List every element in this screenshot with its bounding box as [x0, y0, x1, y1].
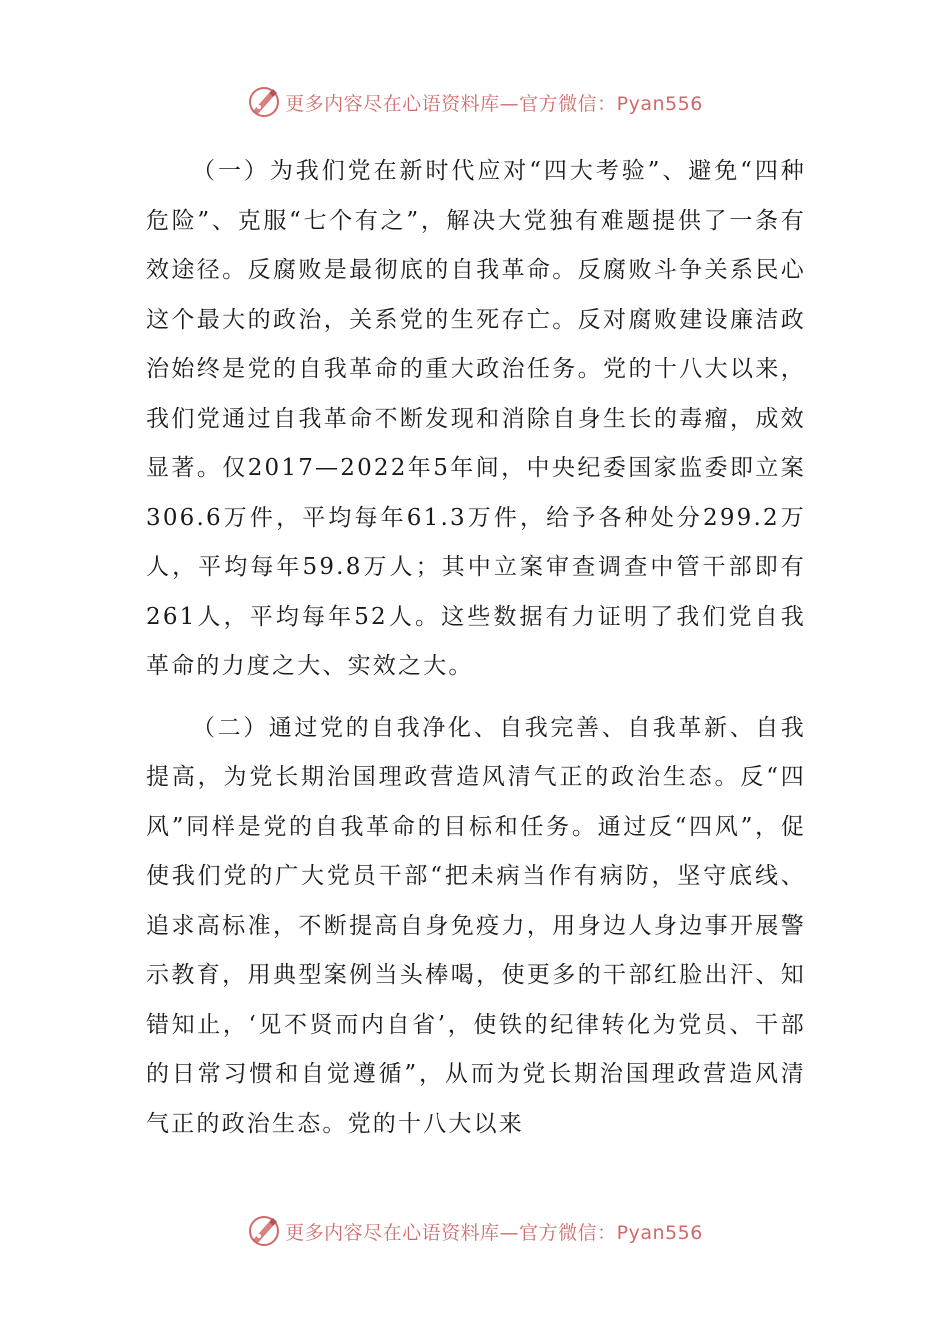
pen-logo-icon	[247, 85, 281, 119]
header-banner-text: 更多内容尽在心语资料库—官方微信：Pyan556	[285, 92, 703, 115]
footer-banner	[0, 1206, 950, 1256]
header-banner	[0, 77, 950, 127]
paragraph-2: （二）通过党的自我净化、自我完善、自我革新、自我提高，为党长期治国理政营造风清气正的政治生态。反“四风”同样是党的自我革命的目标和任务。通过反“四风”，促使我们党的广大党员干部“把未病当作有病防，坚守底线、追求高标准，不断提高自身免疫力，用身边人身边事开展警示教育，用典型案例当头棒喝，使更多的干部红脸出汗、知错知止，‘见不贤而内自省’，使铁的纪律转化为党员、干部的日常习惯和自觉遵循”，从而为党长期治国理政营造风清气正的政治生态。党的十八大以来	[146, 714, 806, 1137]
paragraph-1: （一）为我们党在新时代应对“四大考验”、避免“四种危险”、克服“七个有之”，解决大党独有难题提供了一条有效途径。反腐败是最彻底的自我革命。反腐败斗争关系民心这个最大的政治，关系党的生死存亡。反对腐败建设廉洁政治始终是党的自我革命的重大政治任务。党的十八大以来，我们党通过自我革命不断发现和消除自身生长的毒瘤，成效显著。仅2017—2022年5年间，中央纪委国家监委即立案306.6万件，平均每年61.3万件，给予各种处分299.2万人，平均每年59.8万人；其中立案审查调查中管干部即有261人，平均每年52人。这些数据有力证明了我们党自我革命的力度之大、实效之大。	[146, 158, 806, 679]
pen-logo-icon	[247, 1214, 281, 1248]
header-banner-content	[247, 85, 703, 119]
footer-banner-text: 更多内容尽在心语资料库—官方微信：Pyan556	[285, 1221, 703, 1244]
document-body	[146, 147, 806, 1149]
footer-banner-content	[247, 1214, 703, 1248]
